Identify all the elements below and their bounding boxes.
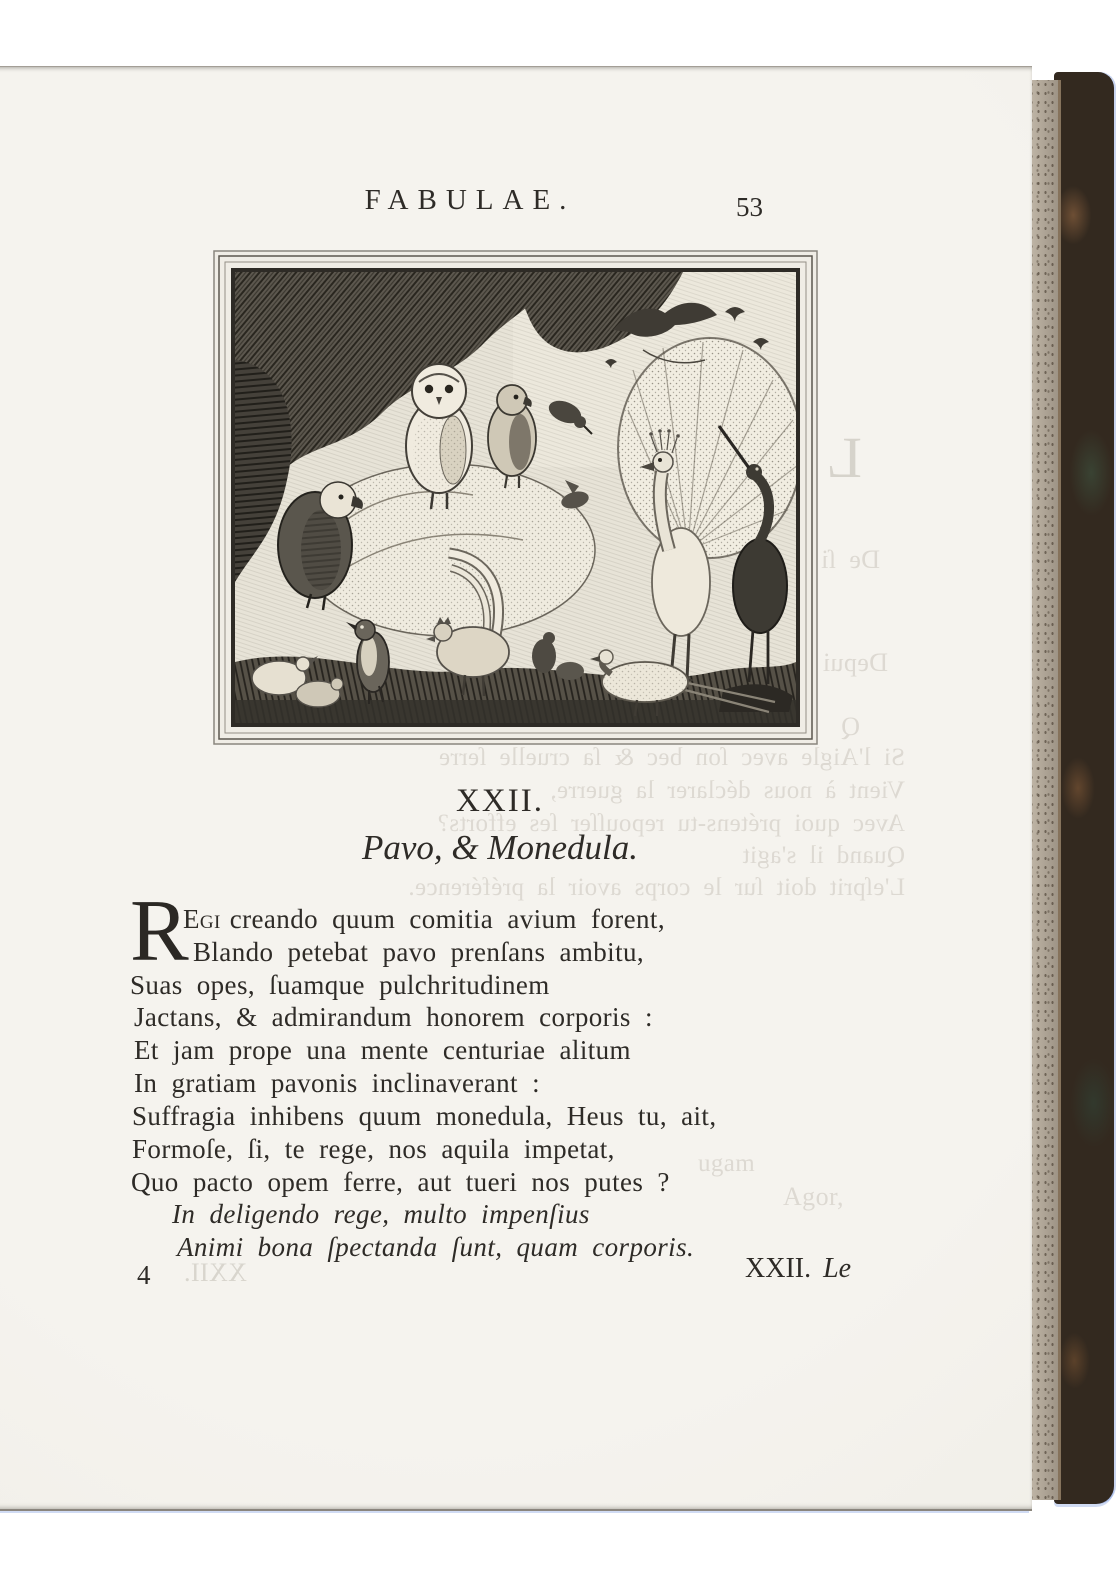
poem-line-text: creando quum comitia avium forent, xyxy=(229,904,665,934)
poem-moral-line: In deligendo rege, multo impenſius xyxy=(172,1199,590,1229)
poem-line: Quo pacto opem ferre, aut tueri nos putes ? xyxy=(131,1167,670,1197)
showthrough-french-line: Quand il s'agit xyxy=(742,842,905,869)
running-title: FABULAE. xyxy=(364,184,576,216)
catchword xyxy=(745,1253,851,1285)
marbled-cover-edge xyxy=(1054,72,1114,1504)
signature-mark: 4 xyxy=(137,1260,151,1290)
poem-moral-line: Animi bona ſpectanda ſunt, quam corporis. xyxy=(177,1232,695,1262)
page-number: 53 xyxy=(736,192,763,222)
showthrough-fragment: Depui xyxy=(822,648,888,677)
catchword-word: Le xyxy=(823,1253,852,1284)
showthrough-french-line: Avec quoi prétens-tu repouſſer ſes efforts? xyxy=(437,810,905,837)
showthrough-fragment: De ſi xyxy=(820,545,880,574)
poem-line: Suffragia inhibens quum monedula, Heus tu, ait, xyxy=(132,1101,717,1131)
poem-line: Jactans, & admirandum honorem corporis : xyxy=(134,1002,653,1032)
poem-line: Blando petebat pavo prenſans ambitu, xyxy=(193,937,645,967)
poem-line: In gratiam pavonis inclinaverant : xyxy=(134,1068,540,1098)
poem-line xyxy=(183,905,665,935)
showthrough-french-line: Si l'Aigle avec ſon bec & ſa cruelle ſerre xyxy=(438,744,905,771)
fable-title: Pavo, & Monedula. xyxy=(361,828,639,867)
showthrough-fragment: Q xyxy=(840,712,860,741)
poem-lead: Egi xyxy=(183,904,221,934)
showthrough-french-line: L'eſprit doit ſur le corps avoir la préférence. xyxy=(407,874,905,901)
engraving-plate xyxy=(213,250,818,745)
catchword-number: XXII. xyxy=(745,1253,812,1284)
poem-line: Formoſe, ſi, te rege, nos aquila impetat, xyxy=(132,1134,615,1164)
showthrough-fragment: Agor, xyxy=(783,1182,844,1211)
bird-assembly-engraving xyxy=(213,250,818,745)
poem-line: Et jam prope una mente centuriae alitum xyxy=(134,1035,631,1065)
poem-dropcap: R xyxy=(130,883,189,980)
showthrough-fragment: XXII. xyxy=(183,1258,247,1287)
showthrough-french-line: Vient à nous déclarer la guerre, xyxy=(549,777,905,804)
poem-line: Suas opes, ſuamque pulchritudinem xyxy=(130,970,550,1000)
fable-number: XXII. xyxy=(456,783,544,819)
showthrough-dropcap: L xyxy=(826,425,862,490)
showthrough-fragment: ugam xyxy=(698,1150,756,1177)
speckled-fore-edge xyxy=(1028,80,1061,1500)
